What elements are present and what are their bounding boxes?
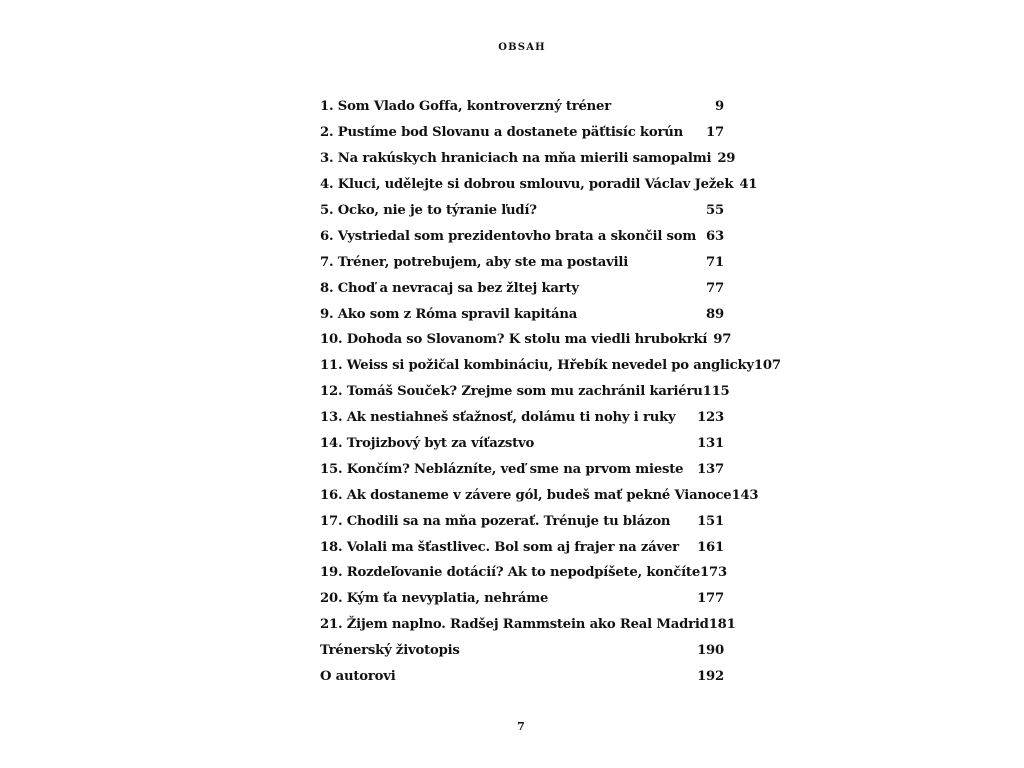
toc-entry xyxy=(320,198,724,224)
toc-entry-page: 97 xyxy=(713,332,732,348)
toc-entry-page: 123 xyxy=(697,410,724,426)
toc-entry-title: 10. Dohoda so Slovanom? K stolu ma viedli hrubokrkí xyxy=(320,332,708,348)
toc-entry-page: 192 xyxy=(697,669,724,685)
toc-entry xyxy=(320,301,724,327)
toc-entry-title: 5. Ocko, nie je to týranie ľudí? xyxy=(320,203,537,218)
toc-entry-page: 89 xyxy=(706,306,724,322)
toc-entry-title: 1. Som Vlado Goffa, kontroverzný tréner xyxy=(320,99,611,115)
toc-entry-page: 9 xyxy=(715,99,724,115)
toc-entry-title: 11. Weiss si požičal kombináciu, Hřebík nevedel po anglicky xyxy=(320,358,754,374)
page-number: 7 xyxy=(517,720,525,733)
page-heading: OBSAH xyxy=(498,42,546,53)
toc-entry xyxy=(320,120,724,146)
toc-entry-page: 41 xyxy=(739,177,758,193)
toc-entry-page: 151 xyxy=(697,513,724,529)
toc-entry-page: 190 xyxy=(697,643,724,659)
toc-entry-page: 77 xyxy=(706,280,724,296)
toc-entry-title: 16. Ak dostaneme v závere gól, budeš mať pekné Vianoce xyxy=(320,487,732,503)
toc-entry xyxy=(320,586,724,612)
toc-entry-title: 3. Na rakúskych hraniciach na mňa mierili samopalmi xyxy=(320,151,712,167)
toc-entry xyxy=(320,612,736,638)
toc-entry-page: 115 xyxy=(702,384,730,400)
toc-entry-page: 137 xyxy=(697,461,724,477)
toc-entry xyxy=(320,638,724,664)
toc-entry-title: 20. Kým ťa nevyplatia, nehráme xyxy=(320,591,549,607)
toc-entry-title: 12. Tomáš Souček? Zrejme som mu zachránil kariéru xyxy=(320,384,703,400)
toc-entry xyxy=(320,223,724,249)
toc-entry-title: 6. Vystriedal som prezidentovho brata a skončil som xyxy=(320,228,697,244)
toc-entry xyxy=(320,94,724,120)
toc-entry xyxy=(320,275,724,301)
toc-entry xyxy=(320,431,724,457)
toc-entry xyxy=(320,405,724,431)
toc-entry-page: 161 xyxy=(697,539,724,555)
toc-entry-title: 18. Volali ma šťastlivec. Bol som aj frajer na záver xyxy=(320,539,679,555)
toc-entry-title: 7. Tréner, potrebujem, aby ste ma postavili xyxy=(320,254,629,270)
toc-entry-page: 55 xyxy=(706,203,724,218)
toc-entry-title: O autorovi xyxy=(320,669,396,685)
toc-entry xyxy=(320,534,724,560)
toc-entry-title: 2. Pustíme bod Slovanu a dostanete päťtisíc korún xyxy=(320,125,683,141)
toc-entry-title: 8. Choď a nevracaj sa bez žltej karty xyxy=(320,280,579,296)
toc-entry-title: 17. Chodili sa na mňa pozerať. Trénuje tu blázon xyxy=(320,513,671,529)
toc-entry xyxy=(320,353,781,379)
toc-entry xyxy=(320,456,724,482)
toc-entry-page: 181 xyxy=(708,617,736,633)
toc-entry-title: 9. Ako som z Róma spravil kapitána xyxy=(320,306,578,322)
table-of-contents xyxy=(320,94,781,689)
toc-entry-title: 19. Rozdeľovanie dotácií? Ak to nepodpíšete, končíte xyxy=(320,565,701,581)
toc-entry xyxy=(320,664,724,690)
toc-entry-title: Trénerský životopis xyxy=(320,643,460,659)
toc-entry-page: 17 xyxy=(706,125,724,141)
toc-entry-title: 4. Kluci, udělejte si dobrou smlouvu, poradil Václav Ježek xyxy=(320,177,734,193)
toc-entry-title: 13. Ak nestiahneš sťažnosť, dolámu ti nohy i ruky xyxy=(320,410,676,426)
toc-entry xyxy=(320,249,724,275)
toc-entry xyxy=(320,172,758,198)
toc-entry-page: 71 xyxy=(706,254,724,270)
toc-entry-page: 107 xyxy=(753,358,781,374)
toc-entry-title: 21. Žijem naplno. Radšej Rammstein ako Real Madrid xyxy=(320,617,709,633)
toc-entry xyxy=(320,379,730,405)
toc-entry xyxy=(320,146,736,172)
toc-entry-page: 63 xyxy=(706,228,724,244)
toc-entry xyxy=(320,482,759,508)
toc-entry-title: 14. Trojizbový byt za víťazstvo xyxy=(320,436,535,452)
toc-entry-page: 29 xyxy=(717,151,736,167)
toc-entry-page: 131 xyxy=(697,436,724,452)
toc-entry-page: 173 xyxy=(700,565,727,581)
toc-entry-page: 143 xyxy=(731,487,759,503)
toc-entry-page: 177 xyxy=(697,591,724,607)
toc-entry xyxy=(320,560,727,586)
toc-entry-title: 15. Končím? Neblázníte, veď sme na prvom mieste xyxy=(320,461,684,477)
toc-entry xyxy=(320,327,732,353)
toc-entry xyxy=(320,508,724,534)
